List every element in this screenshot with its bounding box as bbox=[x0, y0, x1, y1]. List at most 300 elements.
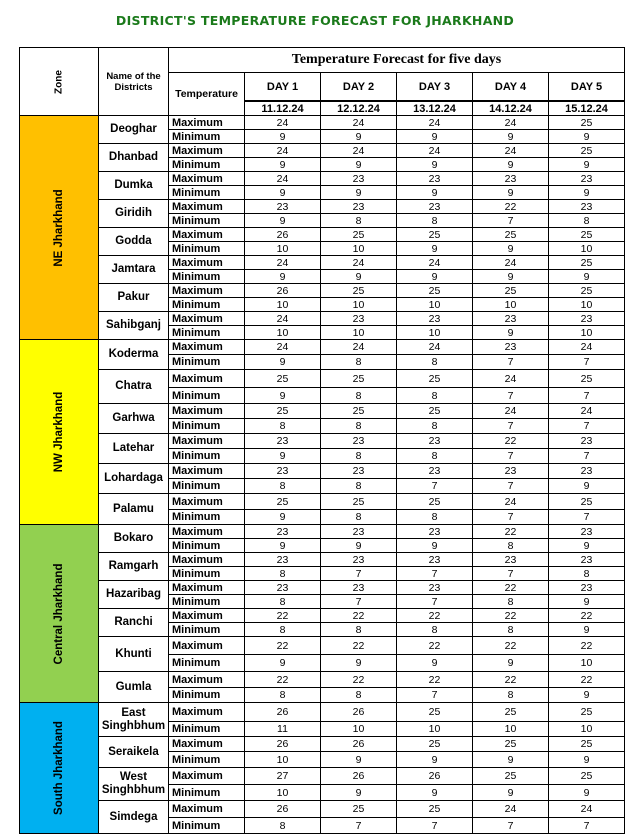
min-temp-cell: 10 bbox=[245, 298, 321, 312]
date-header: 12.12.24 bbox=[321, 101, 397, 116]
min-temp-cell: 7 bbox=[473, 388, 549, 404]
district-name: Khunti bbox=[99, 637, 169, 672]
max-temp-cell: 24 bbox=[397, 256, 473, 270]
max-temp-cell: 23 bbox=[549, 525, 625, 539]
maximum-label: Maximum bbox=[169, 494, 245, 510]
district-name: Bokaro bbox=[99, 525, 169, 553]
min-temp-cell: 9 bbox=[397, 130, 473, 144]
max-temp-cell: 24 bbox=[473, 370, 549, 388]
max-temp-cell: 25 bbox=[245, 370, 321, 388]
max-temp-cell: 22 bbox=[245, 609, 321, 623]
max-temp-cell: 23 bbox=[321, 464, 397, 479]
max-temp-cell: 23 bbox=[473, 553, 549, 567]
maximum-label: Maximum bbox=[169, 200, 245, 214]
min-temp-cell: 9 bbox=[321, 539, 397, 553]
max-temp-cell: 24 bbox=[549, 801, 625, 818]
min-temp-cell: 8 bbox=[245, 567, 321, 581]
max-temp-cell: 23 bbox=[397, 553, 473, 567]
table-row bbox=[20, 256, 625, 270]
date-header: 14.12.24 bbox=[473, 101, 549, 116]
table-row bbox=[20, 637, 625, 655]
maximum-label: Maximum bbox=[169, 768, 245, 785]
max-temp-cell: 23 bbox=[245, 464, 321, 479]
min-temp-cell: 7 bbox=[397, 595, 473, 609]
max-temp-cell: 22 bbox=[473, 637, 549, 655]
minimum-label: Minimum bbox=[169, 326, 245, 340]
max-temp-cell: 23 bbox=[321, 172, 397, 186]
max-temp-cell: 24 bbox=[321, 116, 397, 130]
min-temp-cell: 7 bbox=[321, 567, 397, 581]
max-temp-cell: 26 bbox=[245, 228, 321, 242]
min-temp-cell: 9 bbox=[397, 539, 473, 553]
min-temp-cell: 7 bbox=[397, 688, 473, 703]
max-temp-cell: 22 bbox=[397, 672, 473, 688]
max-temp-cell: 23 bbox=[245, 581, 321, 595]
max-temp-cell: 23 bbox=[321, 553, 397, 567]
min-temp-cell: 7 bbox=[473, 479, 549, 494]
max-temp-cell: 26 bbox=[321, 737, 397, 752]
min-temp-cell: 10 bbox=[473, 722, 549, 737]
min-temp-cell: 7 bbox=[321, 595, 397, 609]
min-temp-cell: 9 bbox=[321, 270, 397, 284]
max-temp-cell: 22 bbox=[473, 581, 549, 595]
max-temp-cell: 24 bbox=[473, 801, 549, 818]
table-row bbox=[20, 284, 625, 298]
district-header: Name of the Districts bbox=[99, 48, 169, 116]
max-temp-cell: 24 bbox=[549, 404, 625, 419]
district-name: Dumka bbox=[99, 172, 169, 200]
max-temp-cell: 26 bbox=[321, 703, 397, 722]
max-temp-cell: 24 bbox=[397, 144, 473, 158]
min-temp-cell: 8 bbox=[473, 688, 549, 703]
district-name: Gumla bbox=[99, 672, 169, 703]
max-temp-cell: 22 bbox=[321, 609, 397, 623]
max-temp-cell: 25 bbox=[549, 116, 625, 130]
min-temp-cell: 8 bbox=[397, 449, 473, 464]
min-temp-cell: 8 bbox=[473, 623, 549, 637]
max-temp-cell: 24 bbox=[473, 494, 549, 510]
district-name: East Singhbhum bbox=[99, 703, 169, 737]
min-temp-cell: 10 bbox=[397, 722, 473, 737]
table-row bbox=[20, 370, 625, 388]
max-temp-cell: 23 bbox=[397, 525, 473, 539]
maximum-label: Maximum bbox=[169, 801, 245, 818]
max-temp-cell: 24 bbox=[321, 144, 397, 158]
min-temp-cell: 8 bbox=[245, 479, 321, 494]
max-temp-cell: 25 bbox=[245, 494, 321, 510]
min-temp-cell: 8 bbox=[321, 688, 397, 703]
min-temp-cell: 9 bbox=[245, 130, 321, 144]
min-temp-cell: 7 bbox=[549, 419, 625, 434]
max-temp-cell: 25 bbox=[549, 768, 625, 785]
min-temp-cell: 8 bbox=[245, 688, 321, 703]
min-temp-cell: 8 bbox=[397, 419, 473, 434]
max-temp-cell: 25 bbox=[473, 737, 549, 752]
zone-cell bbox=[20, 525, 99, 703]
maximum-label: Maximum bbox=[169, 340, 245, 355]
district-name: Sahibganj bbox=[99, 312, 169, 340]
max-temp-cell: 27 bbox=[245, 768, 321, 785]
min-temp-cell: 7 bbox=[473, 355, 549, 370]
date-header: 13.12.24 bbox=[397, 101, 473, 116]
min-temp-cell: 9 bbox=[245, 539, 321, 553]
min-temp-cell: 9 bbox=[397, 186, 473, 200]
max-temp-cell: 23 bbox=[473, 312, 549, 326]
min-temp-cell: 10 bbox=[549, 298, 625, 312]
table-row bbox=[20, 340, 625, 355]
minimum-label: Minimum bbox=[169, 539, 245, 553]
max-temp-cell: 24 bbox=[473, 144, 549, 158]
min-temp-cell: 8 bbox=[397, 510, 473, 525]
table-row bbox=[20, 525, 625, 539]
min-temp-cell: 8 bbox=[245, 595, 321, 609]
minimum-label: Minimum bbox=[169, 722, 245, 737]
min-temp-cell: 8 bbox=[397, 214, 473, 228]
min-temp-cell: 9 bbox=[473, 655, 549, 672]
max-temp-cell: 23 bbox=[549, 581, 625, 595]
min-temp-cell: 7 bbox=[549, 510, 625, 525]
min-temp-cell: 8 bbox=[321, 510, 397, 525]
min-temp-cell: 7 bbox=[473, 567, 549, 581]
min-temp-cell: 9 bbox=[397, 752, 473, 768]
min-temp-cell: 9 bbox=[549, 186, 625, 200]
table-row bbox=[20, 553, 625, 567]
min-temp-cell: 9 bbox=[397, 270, 473, 284]
max-temp-cell: 22 bbox=[397, 637, 473, 655]
minimum-label: Minimum bbox=[169, 655, 245, 672]
district-name: Ranchi bbox=[99, 609, 169, 637]
max-temp-cell: 25 bbox=[397, 801, 473, 818]
max-temp-cell: 23 bbox=[321, 525, 397, 539]
max-temp-cell: 25 bbox=[549, 737, 625, 752]
max-temp-cell: 22 bbox=[473, 672, 549, 688]
min-temp-cell: 9 bbox=[549, 595, 625, 609]
zone-name: NW Jharkhand bbox=[53, 391, 65, 473]
max-temp-cell: 23 bbox=[549, 172, 625, 186]
max-temp-cell: 25 bbox=[549, 703, 625, 722]
minimum-label: Minimum bbox=[169, 623, 245, 637]
maximum-label: Maximum bbox=[169, 116, 245, 130]
district-name: Giridih bbox=[99, 200, 169, 228]
max-temp-cell: 24 bbox=[397, 340, 473, 355]
min-temp-cell: 10 bbox=[321, 326, 397, 340]
max-temp-cell: 25 bbox=[549, 370, 625, 388]
max-temp-cell: 25 bbox=[397, 228, 473, 242]
max-temp-cell: 25 bbox=[321, 801, 397, 818]
max-temp-cell: 24 bbox=[245, 144, 321, 158]
table-row bbox=[20, 200, 625, 214]
max-temp-cell: 23 bbox=[549, 553, 625, 567]
max-temp-cell: 23 bbox=[397, 464, 473, 479]
min-temp-cell: 7 bbox=[549, 818, 625, 834]
max-temp-cell: 26 bbox=[397, 768, 473, 785]
min-temp-cell: 9 bbox=[549, 785, 625, 801]
max-temp-cell: 22 bbox=[473, 434, 549, 449]
max-temp-cell: 25 bbox=[397, 494, 473, 510]
max-temp-cell: 25 bbox=[473, 768, 549, 785]
max-temp-cell: 23 bbox=[245, 525, 321, 539]
min-temp-cell: 10 bbox=[321, 242, 397, 256]
district-name: Deoghar bbox=[99, 116, 169, 144]
min-temp-cell: 9 bbox=[473, 158, 549, 172]
min-temp-cell: 9 bbox=[549, 752, 625, 768]
min-temp-cell: 9 bbox=[245, 355, 321, 370]
maximum-label: Maximum bbox=[169, 370, 245, 388]
min-temp-cell: 8 bbox=[321, 623, 397, 637]
min-temp-cell: 10 bbox=[549, 242, 625, 256]
maximum-label: Maximum bbox=[169, 404, 245, 419]
district-name: Chatra bbox=[99, 370, 169, 404]
max-temp-cell: 23 bbox=[321, 581, 397, 595]
table-row bbox=[20, 609, 625, 623]
max-temp-cell: 22 bbox=[245, 672, 321, 688]
max-temp-cell: 25 bbox=[321, 228, 397, 242]
max-temp-cell: 24 bbox=[473, 256, 549, 270]
min-temp-cell: 8 bbox=[245, 818, 321, 834]
district-name: West Singhbhum bbox=[99, 768, 169, 801]
max-temp-cell: 25 bbox=[549, 228, 625, 242]
max-temp-cell: 25 bbox=[473, 703, 549, 722]
max-temp-cell: 23 bbox=[321, 200, 397, 214]
table-row bbox=[20, 312, 625, 326]
zone-cell bbox=[20, 116, 99, 340]
district-name: Hazaribag bbox=[99, 581, 169, 609]
min-temp-cell: 7 bbox=[549, 449, 625, 464]
max-temp-cell: 23 bbox=[397, 312, 473, 326]
min-temp-cell: 9 bbox=[549, 130, 625, 144]
day-header: DAY 4 bbox=[473, 73, 549, 102]
minimum-label: Minimum bbox=[169, 818, 245, 834]
district-name: Seraikela bbox=[99, 737, 169, 768]
min-temp-cell: 9 bbox=[473, 130, 549, 144]
min-temp-cell: 9 bbox=[245, 449, 321, 464]
max-temp-cell: 23 bbox=[245, 553, 321, 567]
maximum-label: Maximum bbox=[169, 228, 245, 242]
max-temp-cell: 25 bbox=[549, 144, 625, 158]
min-temp-cell: 9 bbox=[245, 214, 321, 228]
maximum-label: Maximum bbox=[169, 312, 245, 326]
page-title: DISTRICT'S TEMPERATURE FORECAST FOR JHARKHAND bbox=[115, 13, 515, 28]
district-name: Simdega bbox=[99, 801, 169, 834]
min-temp-cell: 8 bbox=[397, 623, 473, 637]
min-temp-cell: 8 bbox=[397, 388, 473, 404]
max-temp-cell: 23 bbox=[397, 172, 473, 186]
max-temp-cell: 22 bbox=[473, 200, 549, 214]
table-row bbox=[20, 172, 625, 186]
max-temp-cell: 24 bbox=[245, 340, 321, 355]
maximum-label: Maximum bbox=[169, 637, 245, 655]
max-temp-cell: 23 bbox=[397, 200, 473, 214]
minimum-label: Minimum bbox=[169, 270, 245, 284]
day-header: DAY 1 bbox=[245, 73, 321, 102]
max-temp-cell: 23 bbox=[549, 464, 625, 479]
minimum-label: Minimum bbox=[169, 419, 245, 434]
district-name: Koderma bbox=[99, 340, 169, 370]
zone-name: South Jharkhand bbox=[53, 721, 65, 815]
day-header: DAY 5 bbox=[549, 73, 625, 102]
max-temp-cell: 25 bbox=[549, 284, 625, 298]
district-name: Latehar bbox=[99, 434, 169, 464]
maximum-label: Maximum bbox=[169, 144, 245, 158]
max-temp-cell: 25 bbox=[473, 228, 549, 242]
zone-name: Central Jharkhand bbox=[53, 563, 65, 664]
table-row bbox=[20, 801, 625, 818]
min-temp-cell: 9 bbox=[245, 388, 321, 404]
zone-header-label: Zone bbox=[53, 69, 65, 94]
max-temp-cell: 25 bbox=[321, 494, 397, 510]
date-header: 11.12.24 bbox=[245, 101, 321, 116]
min-temp-cell: 8 bbox=[473, 539, 549, 553]
max-temp-cell: 24 bbox=[245, 256, 321, 270]
minimum-label: Minimum bbox=[169, 479, 245, 494]
max-temp-cell: 23 bbox=[549, 200, 625, 214]
min-temp-cell: 7 bbox=[473, 510, 549, 525]
zone-cell bbox=[20, 703, 99, 834]
min-temp-cell: 9 bbox=[321, 752, 397, 768]
max-temp-cell: 22 bbox=[549, 609, 625, 623]
max-temp-cell: 23 bbox=[397, 434, 473, 449]
table-row bbox=[20, 228, 625, 242]
table-row bbox=[20, 737, 625, 752]
table-row bbox=[20, 672, 625, 688]
min-temp-cell: 9 bbox=[397, 785, 473, 801]
zone-cell bbox=[20, 340, 99, 525]
minimum-label: Minimum bbox=[169, 595, 245, 609]
maximum-label: Maximum bbox=[169, 703, 245, 722]
minimum-label: Minimum bbox=[169, 214, 245, 228]
minimum-label: Minimum bbox=[169, 355, 245, 370]
max-temp-cell: 26 bbox=[245, 284, 321, 298]
min-temp-cell: 9 bbox=[473, 752, 549, 768]
max-temp-cell: 23 bbox=[321, 312, 397, 326]
min-temp-cell: 8 bbox=[549, 567, 625, 581]
min-temp-cell: 8 bbox=[473, 595, 549, 609]
minimum-label: Minimum bbox=[169, 785, 245, 801]
min-temp-cell: 9 bbox=[245, 655, 321, 672]
district-name: Ramgarh bbox=[99, 553, 169, 581]
min-temp-cell: 9 bbox=[321, 785, 397, 801]
district-name: Jamtara bbox=[99, 256, 169, 284]
min-temp-cell: 8 bbox=[321, 355, 397, 370]
min-temp-cell: 8 bbox=[321, 388, 397, 404]
min-temp-cell: 10 bbox=[397, 326, 473, 340]
minimum-label: Minimum bbox=[169, 688, 245, 703]
min-temp-cell: 7 bbox=[397, 567, 473, 581]
max-temp-cell: 25 bbox=[321, 284, 397, 298]
date-header: 15.12.24 bbox=[549, 101, 625, 116]
district-name: Pakur bbox=[99, 284, 169, 312]
max-temp-cell: 26 bbox=[245, 703, 321, 722]
district-name: Dhanbad bbox=[99, 144, 169, 172]
min-temp-cell: 8 bbox=[549, 214, 625, 228]
max-temp-cell: 22 bbox=[549, 672, 625, 688]
min-temp-cell: 9 bbox=[245, 270, 321, 284]
minimum-label: Minimum bbox=[169, 752, 245, 768]
maximum-label: Maximum bbox=[169, 609, 245, 623]
min-temp-cell: 9 bbox=[321, 158, 397, 172]
min-temp-cell: 9 bbox=[549, 479, 625, 494]
max-temp-cell: 24 bbox=[473, 404, 549, 419]
min-temp-cell: 10 bbox=[245, 785, 321, 801]
min-temp-cell: 7 bbox=[549, 388, 625, 404]
table-row bbox=[20, 581, 625, 595]
min-temp-cell: 9 bbox=[473, 785, 549, 801]
min-temp-cell: 7 bbox=[473, 449, 549, 464]
temperature-header: Temperature bbox=[169, 73, 245, 116]
max-temp-cell: 26 bbox=[321, 768, 397, 785]
min-temp-cell: 9 bbox=[549, 688, 625, 703]
district-name: Palamu bbox=[99, 494, 169, 525]
min-temp-cell: 8 bbox=[321, 419, 397, 434]
district-name: Godda bbox=[99, 228, 169, 256]
max-temp-cell: 23 bbox=[397, 581, 473, 595]
max-temp-cell: 25 bbox=[321, 404, 397, 419]
min-temp-cell: 9 bbox=[321, 186, 397, 200]
min-temp-cell: 9 bbox=[245, 158, 321, 172]
max-temp-cell: 22 bbox=[245, 637, 321, 655]
day-header: DAY 2 bbox=[321, 73, 397, 102]
max-temp-cell: 24 bbox=[245, 312, 321, 326]
max-temp-cell: 24 bbox=[245, 172, 321, 186]
max-temp-cell: 25 bbox=[397, 703, 473, 722]
min-temp-cell: 9 bbox=[473, 270, 549, 284]
min-temp-cell: 7 bbox=[473, 214, 549, 228]
minimum-label: Minimum bbox=[169, 298, 245, 312]
maximum-label: Maximum bbox=[169, 553, 245, 567]
max-temp-cell: 24 bbox=[245, 116, 321, 130]
max-temp-cell: 25 bbox=[321, 370, 397, 388]
min-temp-cell: 9 bbox=[321, 655, 397, 672]
maximum-label: Maximum bbox=[169, 581, 245, 595]
table-row bbox=[20, 703, 625, 722]
district-name: Lohardaga bbox=[99, 464, 169, 494]
max-temp-cell: 25 bbox=[549, 494, 625, 510]
min-temp-cell: 10 bbox=[473, 298, 549, 312]
district-name: Garhwa bbox=[99, 404, 169, 434]
min-temp-cell: 10 bbox=[245, 242, 321, 256]
min-temp-cell: 8 bbox=[245, 419, 321, 434]
max-temp-cell: 23 bbox=[549, 312, 625, 326]
minimum-label: Minimum bbox=[169, 186, 245, 200]
maximum-label: Maximum bbox=[169, 464, 245, 479]
table-row bbox=[20, 434, 625, 449]
min-temp-cell: 9 bbox=[245, 510, 321, 525]
min-temp-cell: 10 bbox=[321, 298, 397, 312]
max-temp-cell: 22 bbox=[321, 672, 397, 688]
max-temp-cell: 25 bbox=[397, 737, 473, 752]
minimum-label: Minimum bbox=[169, 130, 245, 144]
max-temp-cell: 25 bbox=[397, 370, 473, 388]
min-temp-cell: 9 bbox=[245, 186, 321, 200]
max-temp-cell: 23 bbox=[321, 434, 397, 449]
maximum-label: Maximum bbox=[169, 525, 245, 539]
max-temp-cell: 25 bbox=[473, 284, 549, 298]
max-temp-cell: 23 bbox=[473, 340, 549, 355]
maximum-label: Maximum bbox=[169, 256, 245, 270]
max-temp-cell: 25 bbox=[549, 256, 625, 270]
max-temp-cell: 22 bbox=[397, 609, 473, 623]
zone-name: NE Jharkhand bbox=[53, 188, 65, 267]
min-temp-cell: 7 bbox=[397, 818, 473, 834]
min-temp-cell: 8 bbox=[245, 623, 321, 637]
forecast-body bbox=[20, 116, 625, 834]
min-temp-cell: 10 bbox=[321, 722, 397, 737]
min-temp-cell: 11 bbox=[245, 722, 321, 737]
min-temp-cell: 9 bbox=[549, 158, 625, 172]
max-temp-cell: 22 bbox=[473, 525, 549, 539]
table-row bbox=[20, 768, 625, 785]
table-row bbox=[20, 464, 625, 479]
